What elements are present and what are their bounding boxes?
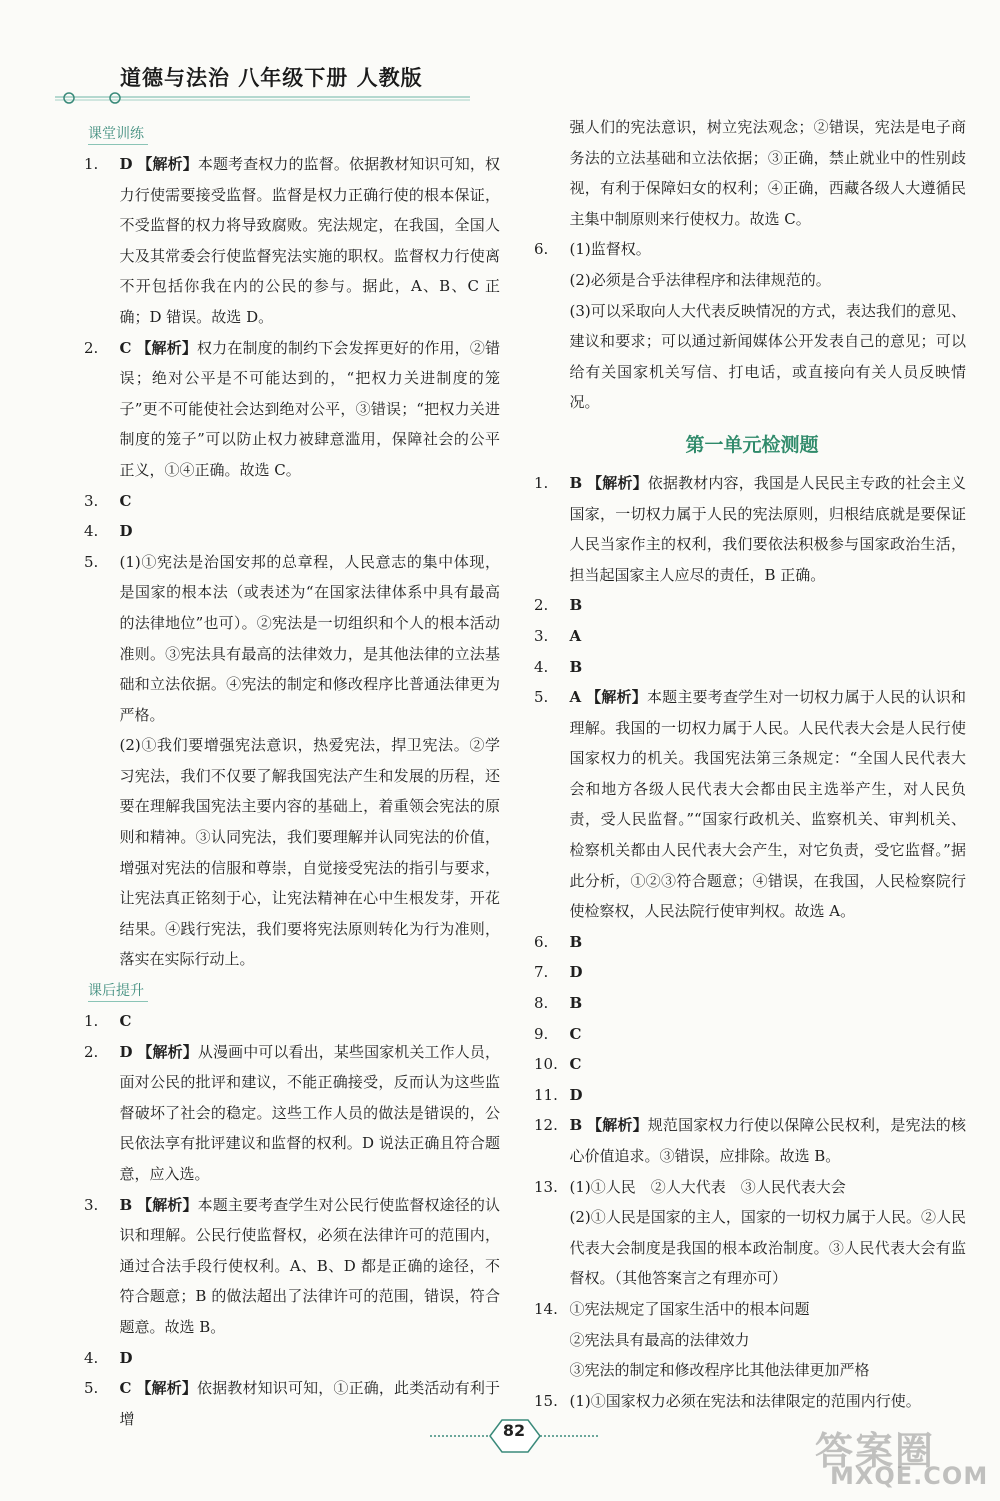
answer-item xyxy=(534,621,966,652)
item-number: 15. xyxy=(534,1391,558,1410)
item-6 xyxy=(534,234,966,265)
item14-line: ③宪法的制定和修改程序比其他法律更加严格 xyxy=(569,1361,870,1380)
answer-item xyxy=(534,1019,966,1050)
answer-letter: C xyxy=(119,1012,132,1031)
item-number: 14. xyxy=(534,1299,558,1318)
item-number: 4. xyxy=(84,522,99,541)
answer-item xyxy=(84,333,500,486)
answer-item xyxy=(84,516,500,547)
item-number: 6. xyxy=(534,240,549,259)
item-text: 本题主要考查学生对一切权力属于人民的认识和理解。我国的一切权力属于人民。人民代表大会是人民行使国家权力的机关。我国宪法第三条规定：“全国人民代表大会和地方各级人民代表大会都由民主选举产生，对人民负责，受人民监督。”“国家行政机关、监察机关、审判机关、检察机关都由人民代表大会产生，对它负责，受它监督。”据此分析，①②③符合题意；④错误，在我国，人民检察院行使检察权，人民法院行使审判权。故选 A。 xyxy=(569,688,966,921)
item-number: 6. xyxy=(534,932,549,951)
answer-letter: B xyxy=(569,657,583,676)
answer-letter: D xyxy=(119,1348,133,1367)
unit-test-title: 第一单元检测题 xyxy=(685,433,819,456)
answer-letter: A xyxy=(569,688,582,707)
item-text: 权力在制度的制约下会发挥更好的作用，②错误；绝对公平是不可能达到的，“把权力关进制度的笼子”更不可能使社会达到绝对公平，③错误；“把权力关进制度的笼子”可以防止权力被肆意滥用，保障社会的公平正义，①④正确。故选 C。 xyxy=(119,338,500,479)
answer-letter: A xyxy=(569,626,582,645)
item6-line: (1)监督权。 xyxy=(569,240,651,259)
answer-letter: B xyxy=(569,932,583,951)
answer-item xyxy=(534,927,966,958)
answer-item xyxy=(84,1343,500,1374)
unit-test-list xyxy=(534,468,966,1172)
watermark-logo: 答案圈 xyxy=(815,1429,936,1473)
page-number: 82 xyxy=(502,1421,526,1440)
answer-letter: C xyxy=(569,1055,582,1074)
answer-letter: B xyxy=(569,994,583,1013)
item-number: 9. xyxy=(534,1024,549,1043)
item-text: 本题考查权力的监督。依据教材知识可知，权力行使需要接受监督。监督是权力正确行使的根本保证，不受监督的权力将导致腐败。宪法规定，在我国，全国人大及其常委会行使监督宪法实施的职权。监督权力行使离不开包括你我在内的公民的参与。据此，A、B、C 正确；D 错误。故选 D。 xyxy=(119,155,500,326)
answer-item xyxy=(84,486,500,517)
item-14 xyxy=(534,1294,966,1325)
item-text: 依据教材内容，我国是人民民主专政的社会主义国家，一切权力属于人民的宪法原则，归根结底就是要保证人民当家作主的权利，我们要依法积极参与国家政治生活，担当起国家主人应尽的责任，B 正确。 xyxy=(569,473,966,584)
item-text: 依据教材知识可知，①正确，此类活动有利于增 xyxy=(119,1379,500,1428)
item-number: 3. xyxy=(84,491,99,510)
item-number: 2. xyxy=(84,1042,99,1061)
item-text: 本题主要考查学生对公民行使监督权途径的认识和理解。公民行使监督权，必须在法律许可的范围内，通过合法手段行使权利。A、B、D 都是正确的途径，不符合题意；B 的做法超出了法律许可的范围，错误，符合题意。故选 B。 xyxy=(119,1195,500,1336)
continued-text: 强人们的宪法意识，树立宪法观念；②错误，宪法是电子商务法的立法基础和立法依据；③正确，禁止就业中的性别歧视，有利于保障妇女的权利；④正确，西藏各级人大遵循民主集中制原则来行使权力。故选 C。 xyxy=(569,118,966,228)
item-number: 1. xyxy=(84,1012,99,1031)
answer-item xyxy=(534,988,966,1019)
item-number: 2. xyxy=(84,338,99,357)
item13-line: (2)①人民是国家的主人，国家的一切权力属于人民。②人民代表大会制度是我国的根本政治制度。③人民代表大会有监督权。（其他答案言之有理亦可） xyxy=(569,1208,966,1288)
item5-part2: (2)①我们要增强宪法意识，热爱宪法，捍卫宪法。②学习宪法，我们不仅要了解我国宪法产生和发展的历程，还要在理解我国宪法主要内容的基础上，着重领会宪法的原则和精神。③认同宪法，我们要理解并认同宪法的价值，增强对宪法的信服和尊崇，自觉接受宪法的指引与要求，让宪法真正铭刻于心，让宪法精神在心中生根发芽，开花结果。④践行宪法，我们要将宪法原则转化为行为准则，落实在实际行动上。 xyxy=(119,736,500,969)
answer-letter: B xyxy=(569,596,583,615)
item-number: 13. xyxy=(534,1177,558,1196)
left-column xyxy=(84,118,500,1434)
answer-letter: B xyxy=(569,1116,583,1135)
item-number: 4. xyxy=(534,657,549,676)
watermark-url: MXQE.COM xyxy=(830,1462,989,1490)
answer-item xyxy=(84,1006,500,1037)
answer-item xyxy=(534,682,966,927)
item6-line: (2)必须是合乎法律程序和法律规范的。 xyxy=(569,270,831,289)
answer-item xyxy=(534,957,966,988)
item-number: 11. xyxy=(534,1085,558,1104)
answer-item xyxy=(534,652,966,683)
answer-item xyxy=(534,1110,966,1171)
class-practice-list xyxy=(84,149,500,730)
header-decoration xyxy=(55,86,475,110)
item-number: 5. xyxy=(84,1379,99,1398)
section-label-class-practice: 课堂训练 xyxy=(88,124,148,145)
page-header-title: 道德与法治 八年级下册 人教版 xyxy=(120,66,423,90)
item-number: 12. xyxy=(534,1116,558,1135)
item-number: 3. xyxy=(84,1195,99,1214)
item-number: 2. xyxy=(534,596,549,615)
answer-letter: B xyxy=(569,473,583,492)
answer-item xyxy=(84,547,500,731)
answer-item xyxy=(84,1190,500,1343)
item-number: 3. xyxy=(534,626,549,645)
answer-item xyxy=(534,1080,966,1111)
item-text: 规范国家权力行使以保障公民权利，是宪法的核心价值追求。③错误，应排除。故选 B。 xyxy=(569,1116,966,1165)
item-number: 5. xyxy=(534,688,549,707)
analysis-tag: 【解析】 xyxy=(137,1042,198,1061)
item-number: 8. xyxy=(534,994,549,1013)
answer-letter: D xyxy=(119,522,133,541)
answer-letter: D xyxy=(569,963,583,982)
answer-item xyxy=(84,149,500,333)
answer-item xyxy=(84,1037,500,1190)
answer-letter: D xyxy=(119,1042,133,1061)
analysis-tag: 【解析】 xyxy=(137,1195,198,1214)
analysis-tag: 【解析】 xyxy=(136,1379,198,1398)
answer-letter: C xyxy=(119,1379,132,1398)
analysis-tag: 【解析】 xyxy=(137,155,198,173)
right-column xyxy=(534,112,966,1416)
item-13 xyxy=(534,1172,966,1203)
item-text: (1)①宪法是治国安邦的总章程，人民意志的集中体现，是国家的根本法（或表述为“在国家法律体系中具有最高的法律地位”也可）。②宪法是一切组织和个人的根本活动准则。③宪法具有最高的法律效力，是其他法律的立法基础和立法依据。④宪法的制定和修改程序比普通法律更为严格。 xyxy=(119,552,500,724)
item-number: 4. xyxy=(84,1348,99,1367)
item-number: 7. xyxy=(534,963,549,982)
item-number: 5. xyxy=(84,552,99,571)
item-text: 从漫画中可以看出，某些国家机关工作人员，面对公民的批评和建议，不能正确接受，反而认为这些监督破坏了社会的稳定。这些工作人员的做法是错误的，公民依法享有批评建议和监督的权利。D 说法正确且符合题意，应入选。 xyxy=(119,1042,500,1183)
answer-letter: B xyxy=(119,1195,133,1214)
answer-letter: D xyxy=(569,1085,583,1104)
answer-item xyxy=(534,590,966,621)
answer-item xyxy=(534,1049,966,1080)
item13-line: (1)①人民 ②人大代表 ③人民代表大会 xyxy=(569,1177,846,1196)
answer-letter: D xyxy=(119,155,133,173)
item-number: 10. xyxy=(534,1055,558,1074)
item14-line: ②宪法具有最高的法律效力 xyxy=(569,1330,750,1349)
analysis-tag: 【解析】 xyxy=(587,473,648,492)
analysis-tag: 【解析】 xyxy=(586,688,647,707)
answer-letter: C xyxy=(119,491,132,510)
after-class-list xyxy=(84,1006,500,1434)
item6-line: (3)可以采取向人大代表反映情况的方式，表达我们的意见、建议和要求；可以通过新闻媒体公开发表自己的意见；可以给有关国家机关写信、打电话，或直接向有关人员反映情况。 xyxy=(569,301,966,412)
analysis-tag: 【解析】 xyxy=(587,1116,648,1135)
item-15 xyxy=(534,1386,966,1417)
analysis-tag: 【解析】 xyxy=(136,338,198,357)
answer-letter: C xyxy=(119,338,132,357)
item14-line: ①宪法规定了国家生活中的根本问题 xyxy=(569,1299,810,1318)
section-label-after-class: 课后提升 xyxy=(88,981,148,1002)
answer-item xyxy=(534,468,966,590)
answer-letter: C xyxy=(569,1024,582,1043)
item-number: 1. xyxy=(534,473,549,492)
item15-line: (1)①国家权力必须在宪法和法律限定的范围内行使。 xyxy=(569,1391,921,1410)
item-number: 1. xyxy=(84,155,99,173)
